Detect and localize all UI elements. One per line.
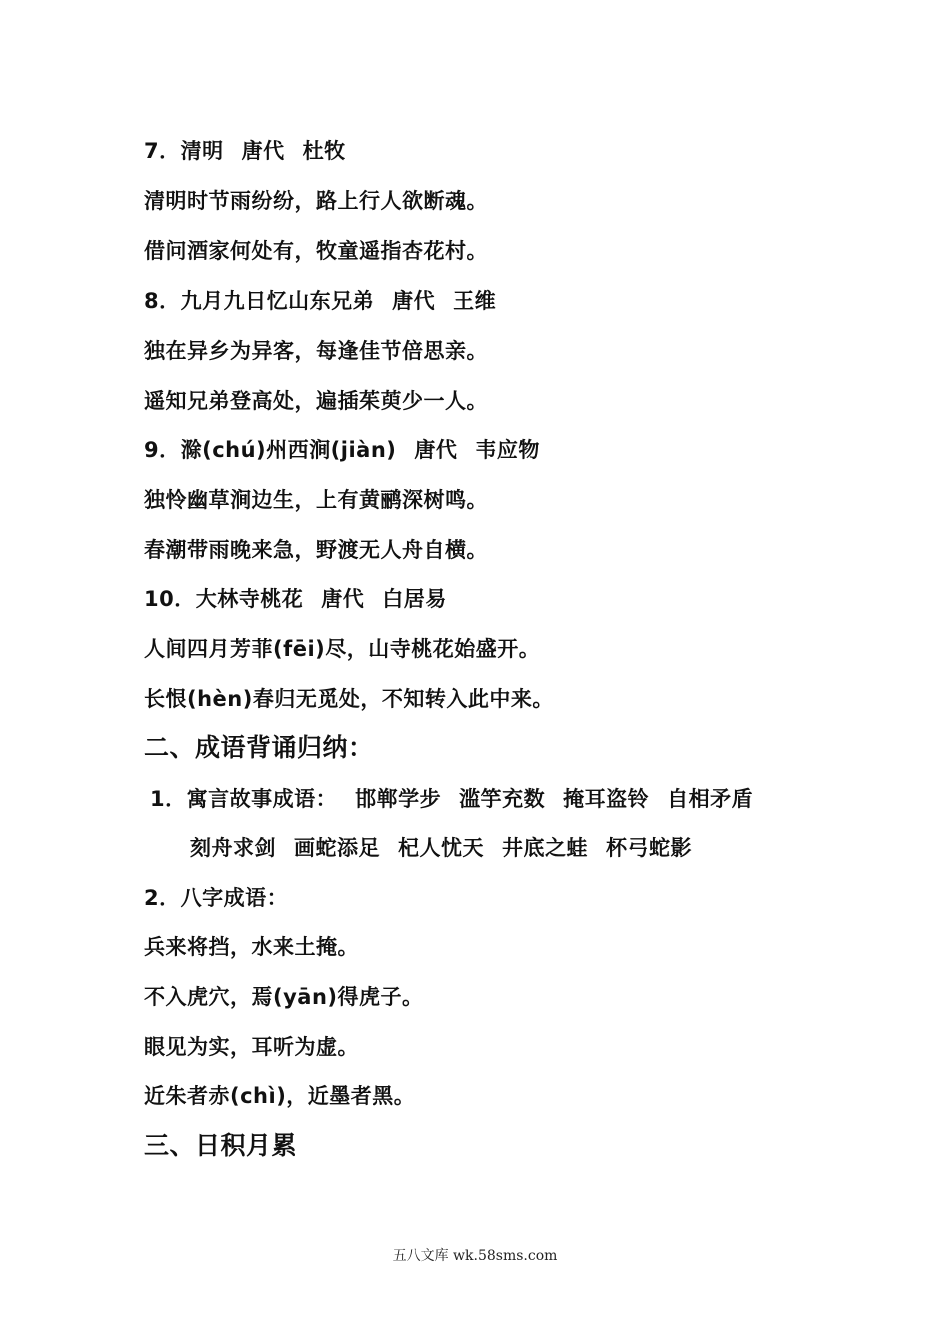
poem-dynasty: 唐代 (392, 289, 436, 313)
poem-verse: 春潮带雨晚来急，野渡无人舟自横。 (144, 538, 488, 562)
idiom: 杯弓蛇影 (606, 836, 692, 860)
poem-verse: 清明时节雨纷纷，路上行人欲断魂。 (144, 189, 488, 213)
section-heading: 三、日积月累 (144, 1131, 298, 1160)
poem-title: 7．清明 (144, 139, 224, 163)
poem-title-line (144, 435, 540, 465)
idiom: 掩耳盗铃 (563, 787, 650, 811)
fable-idioms-label: 1．寓言故事成语： (150, 787, 338, 811)
poem-author: 王维 (453, 289, 497, 313)
idiom: 滥竽充数 (459, 787, 546, 811)
idiom: 杞人忧天 (398, 836, 484, 860)
poem-verse: 借问酒家何处有，牧童遥指杏花村。 (144, 239, 488, 263)
poem-title-line (144, 136, 346, 166)
section-heading: 二、成语背诵归纳： (144, 733, 374, 762)
poem-dynasty: 唐代 (241, 139, 285, 163)
poem-title: 9．滁(chú)州西涧(jiàn) (144, 438, 397, 462)
poem-author: 白居易 (382, 587, 447, 611)
fable-idioms-row (190, 833, 692, 863)
poem-verse: 长恨(hèn)春归无觅处，不知转入此中来。 (144, 687, 554, 711)
idiom: 刻舟求剑 (190, 836, 276, 860)
eight-char-idiom: 眼见为实，耳听为虚。 (144, 1035, 359, 1059)
poem-verse: 遥知兄弟登高处，遍插茱萸少一人。 (144, 389, 488, 413)
page-footer: 五八文库 wk.58sms.com (392, 1248, 558, 1264)
poem-title: 10．大林寺桃花 (144, 587, 304, 611)
poem-verse: 独在异乡为异客，每逢佳节倍思亲。 (144, 339, 488, 363)
eight-char-idiom: 近朱者赤(chì)，近墨者黑。 (144, 1084, 416, 1108)
idiom: 井底之蛙 (502, 836, 588, 860)
poem-title-line (144, 286, 496, 316)
fable-idioms-row (150, 784, 753, 814)
poem-verse: 人间四月芳菲(fēi)尽，山寺桃花始盛开。 (144, 637, 541, 661)
eight-char-idiom: 不入虎穴，焉(yān)得虎子。 (144, 985, 424, 1009)
poem-dynasty: 唐代 (414, 438, 458, 462)
idiom: 画蛇添足 (294, 836, 380, 860)
poem-title-line (144, 584, 447, 614)
poem-author: 杜牧 (302, 139, 346, 163)
poem-verse: 独怜幽草涧边生，上有黄鹂深树鸣。 (144, 488, 488, 512)
eight-char-idioms-label: 2．八字成语： (144, 886, 289, 910)
poem-author: 韦应物 (475, 438, 540, 462)
eight-char-idiom: 兵来将挡，水来土掩。 (144, 935, 359, 959)
poem-title: 8．九月九日忆山东兄弟 (144, 289, 375, 313)
idiom: 邯郸学步 (355, 787, 442, 811)
idiom: 自相矛盾 (667, 787, 754, 811)
poem-dynasty: 唐代 (321, 587, 365, 611)
